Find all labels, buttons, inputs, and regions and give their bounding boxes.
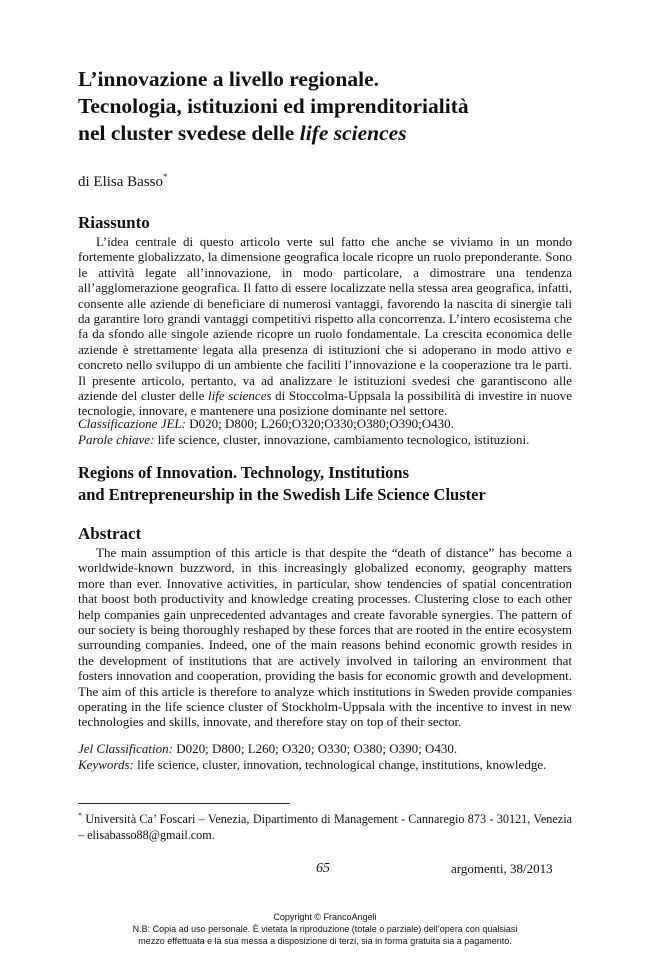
riassunto-classification [78,416,572,431]
riassunto-body-part1: L’idea centrale di questo articolo verte sul fatto che anche se viviamo in un mondo fortemente globalizzato, la dimensione geografica locale ricopre un ruolo preponderante. Sono le attività legate all’innovazione, in modo particolare, a dimostrare una tendenza all’agglomerazione geografica. Il fatto di essere localizzate nella stessa area geografica, infatti, consente alle aziende di beneficiare di numerosi vantaggi, favorendo la nascita di sinergie tali da garantire loro grandi vantaggi competitivi rispetto alla concorrenza. L’intero ecosistema che fa da sfondo alle singole aziende ricopre un ruolo fondamentale. La crescita economica delle aziende è strettamente legata alla presenza di istituzioni che si adoperano in modo attivo e concreto nello sviluppo di un ambiente che faciliti l’innovazione e la cooperazione tra le parti. Il presente articolo, pertanto, va ad analizzare le istituzioni svedesi che garantiscono alle aziende del cluster delle [78,234,572,404]
abstract-heading: Abstract [78,524,142,543]
author-byline [78,174,168,191]
page-number: 65 [316,861,330,876]
author-footnote-mark: * [163,172,168,182]
abstract-classification-value: D020; D800; L260; O320; O330; O380; O390; O430. [172,741,458,756]
copyright-line-2: N.B: Copia ad uso personale. È vietata la riproduzione (totale o parziale) dell’opera con qualsiasi [132,924,518,934]
copyright-line-3: mezzo effettuata e la sua messa a disposizione di terzi, sia in forma gratuita sia a pagamento. [138,936,512,946]
footnote-divider [78,803,290,804]
footnote [78,812,572,843]
abstract-keywords-label: Keywords: [78,757,134,772]
title-line-3 [78,120,572,147]
riassunto-classification-label: Classificazione JEL: [78,416,186,431]
english-title [78,462,486,506]
abstract-classification-label: Jel Classification: [78,741,173,756]
title-line-1: L’innovazione a livello regionale. [78,67,380,91]
abstract-body: The main assumption of this article is that despite the “death of distance” has become a worldwide-known buzzword, in this increasingly globalized economy, geography matters more than ever. Innovative activities, in particular, show tendencies of spatial concentration that boost both productivity and knowledge creating processes. Clustering close to each other help companies gain unprecedented advantages and create favorable synergies. The pattern of our society is being thoroughly reshaped by these forces that are rooted in the entire ecosystem surrounding companies. Indeed, one of the main reasons behind economic growth resides in the development of institutions that are actively involved in tailoring an environment that fosters innovation and cooperation, providing the basis for economic growth and development. The aim of this article is therefore to analyze which institutions in Sweden provide companies operating in the life science cluster of Stockholm-Uppsala with the incentive to invest in new technologies and skills, innovate, and therefore stay on top of their sector. [78,545,572,730]
riassunto-keywords [78,432,572,447]
title-line-3-italic: life sciences [299,121,407,145]
riassunto-body [78,234,572,419]
english-title-line-1: Regions of Innovation. Technology, Institutions [78,463,410,482]
riassunto-body-italic: life sciences [207,388,272,404]
title-line-2: Tecnologia, istituzioni ed imprenditorialità [78,94,469,118]
copyright-line-1: Copyright © FrancoAngeli [273,912,377,922]
author-name: di Elisa Basso [78,174,163,190]
article-title [78,66,572,147]
footnote-text: Università Ca’ Foscari – Venezia, Dipartimento di Management - Cannaregio 873 - 30121, Venezia – elisabasso88@gmail.com. [78,812,572,842]
riassunto-classification-value: D020; D800; L260;O320;O330;O380;O390;O430. [185,416,454,431]
riassunto-keywords-value: life science, cluster, innovazione, cambiamento tecnologico, istituzioni. [154,432,530,447]
footnote-mark: * [78,810,82,820]
abstract-keywords-value: life science, cluster, innovation, technological change, institutions, knowledge. [133,757,547,772]
riassunto-body-part2: di Stoccolma-Uppsala la possibilità di investire in nuove tecnologie, innovare, e mantenere una posizione dominante nel settore. [78,388,572,419]
journal-issue: argomenti, 38/2013 [451,861,553,876]
title-line-3-prefix: nel cluster svedese delle [78,121,300,145]
english-title-line-2: and Entrepreneurship in the Swedish Life Science Cluster [78,485,486,504]
riassunto-heading: Riassunto [78,213,150,232]
riassunto-keywords-label: Parole chiave: [78,432,155,447]
abstract-keywords [78,757,572,772]
copyright-notice [0,911,650,947]
abstract-classification [78,741,572,756]
